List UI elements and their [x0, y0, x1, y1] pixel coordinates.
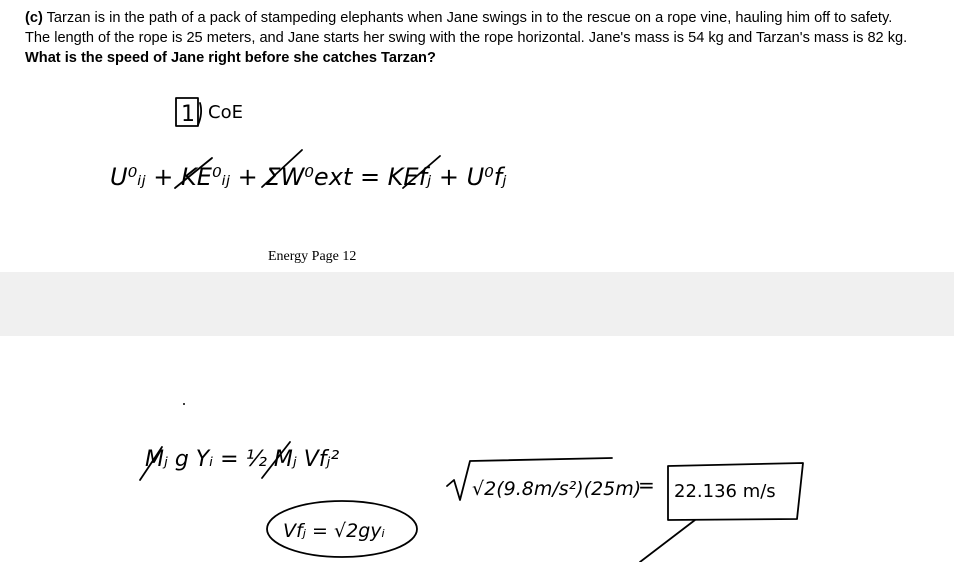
coe-equation: U⁰ᵢⱼ + KE⁰ᵢⱼ + ΣW⁰ext = KEfⱼ + U⁰fⱼ	[110, 163, 507, 191]
step-1-heading	[176, 98, 243, 127]
substitution-expression: √2(9.8m/s²)(25m)	[472, 478, 642, 500]
energy-equation-group	[140, 403, 339, 480]
substitution-group	[447, 458, 655, 500]
problem-question: What is the speed of Jane right before she catches Tarzan?	[25, 50, 436, 66]
mgy-equation: Mⱼ g Yᵢ = ½ Mⱼ Vfⱼ²	[145, 447, 340, 472]
answer-value: 22.136 m/s	[674, 481, 776, 502]
equals-sign: =	[638, 473, 655, 497]
velocity-formula: Vfⱼ = √2gyᵢ	[283, 520, 385, 542]
step-label: CoE	[208, 102, 243, 123]
problem-line-2: The length of the rope is 25 meters, and Jane starts her swing with the rope horizontal. Jane's mass is 54 kg and Tarzan's mass is 82 kg.	[25, 30, 908, 46]
step-number: 1	[181, 102, 195, 127]
answer-pointer-line	[640, 520, 695, 562]
problem-part-label: (c)	[25, 10, 43, 26]
coe-equation-group	[110, 150, 507, 191]
page-footer: Energy Page 12	[268, 249, 357, 264]
answer-group	[640, 463, 803, 562]
stray-dot	[183, 403, 185, 405]
problem-line-1-text: Tarzan is in the path of a pack of stampeding elephants when Jane swings in to the rescue on a rope vine, hauling him off to safety.	[46, 10, 893, 26]
velocity-formula-group	[267, 501, 417, 557]
